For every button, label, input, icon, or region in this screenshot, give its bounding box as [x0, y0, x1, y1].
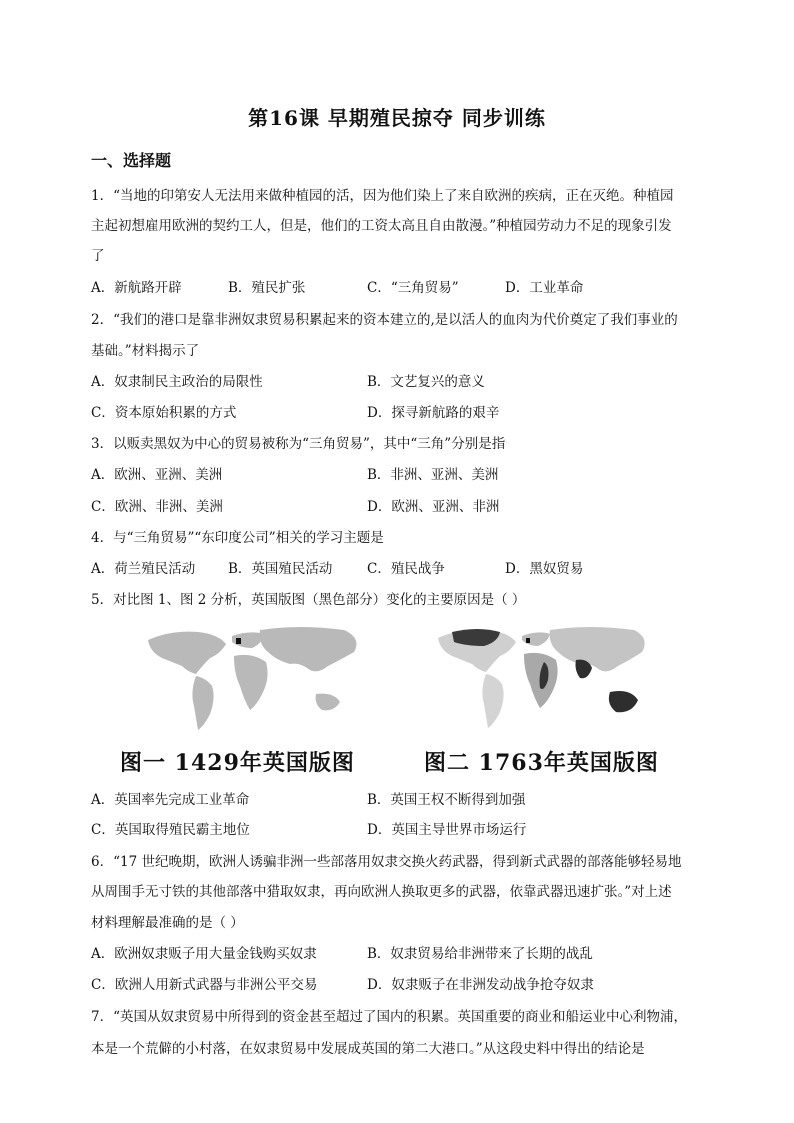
question-1-option-c: C．“三角贸易” — [367, 280, 459, 296]
question-6-line-3: 材料理解最准确的是（ ） — [91, 915, 244, 931]
page-title: 第16课 早期殖民掠夺 同步训练 — [248, 106, 546, 130]
question-2-option-d: D．探寻新航路的艰辛 — [367, 405, 500, 421]
question-4-option-b: B．英国殖民活动 — [228, 561, 333, 577]
question-2-line-2: 基础。”材料揭示了 — [91, 343, 200, 359]
question-5-option-d: D．英国主导世界市场运行 — [367, 822, 527, 838]
question-7-line-1: 7．“英国从奴隶贸易中所得到的资金甚至超过了国内的积累。英国重要的商业和船运业中心利物浦， — [91, 1009, 687, 1025]
world-maps-figure — [140, 622, 650, 737]
britain-1429 — [236, 638, 241, 644]
question-7-line-2: 本是一个荒僻的小村落，在奴隶贸易中发展成英国的第二大港口。”从这段史料中得出的结论是 — [91, 1041, 645, 1057]
question-1-option-d: D．工业革命 — [505, 280, 584, 296]
question-6-option-b: B．奴隶贸易给非洲带来了长期的战乱 — [367, 946, 593, 962]
map-1763 — [438, 627, 645, 728]
question-1-line-2: 主起初想雇用欧洲的契约工人，但是，他们的工资太高且自由散漫。”种植园劳动力不足的现象引发 — [91, 218, 672, 234]
question-3-option-d: D．欧洲、亚洲、非洲 — [367, 499, 500, 515]
question-5-option-c: C．英国取得殖民霸主地位 — [91, 822, 250, 838]
question-2-line-1: 2．“我们的港口是靠非洲奴隶贸易积累起来的资本建立的,是以活人的血肉为代价奠定了我们事业的 — [91, 312, 678, 328]
question-3-option-a: A．欧洲、亚洲、美洲 — [91, 467, 223, 483]
question-6-option-a: A．欧洲奴隶贩子用大量金钱购买奴隶 — [91, 946, 317, 962]
question-1-line-3: 了 — [91, 248, 105, 264]
question-1-option-b: B．殖民扩张 — [228, 280, 306, 296]
question-1-line-1: 1．“当地的印第安人无法用来做种植园的活，因为他们染上了来自欧洲的疾病，正在灭绝。种植园 — [91, 188, 674, 204]
question-6-line-2: 从周围手无寸铁的其他部落中猎取奴隶，再向欧洲人换取更多的武器，依靠武器迅速扩张。”对上述 — [91, 884, 672, 900]
question-3-line-1: 3．以贩卖黑奴为中心的贸易被称为“三角贸易”，其中“三角”分别是指 — [91, 436, 506, 452]
question-2-option-b: B．文艺复兴的意义 — [367, 374, 485, 390]
question-1-option-a: A．新航路开辟 — [91, 280, 182, 296]
section-heading: 一、选择题 — [91, 151, 172, 170]
question-6-line-1: 6．“17 世纪晚期，欧洲人诱骗非洲一些部落用奴隶交换火药武器，得到新式武器的部落能够轻易地 — [91, 854, 682, 870]
map-1429 — [148, 627, 356, 730]
question-2-option-c: C．资本原始积累的方式 — [91, 405, 237, 421]
question-3-option-c: C．欧洲、非洲、美洲 — [91, 499, 223, 515]
question-2-option-a: A．奴隶制民主政治的局限性 — [91, 374, 263, 390]
map-caption-1: 图一 1429年英国版图 — [120, 750, 355, 776]
question-5-option-b: B．英国王权不断得到加强 — [367, 792, 526, 808]
question-4-option-d: D．黑奴贸易 — [505, 561, 584, 577]
question-5-line-1: 5．对比图 1、图 2 分析，英国版图（黑色部分）变化的主要原因是（ ） — [91, 592, 526, 608]
question-6-option-d: D．奴隶贩子在非洲发动战争抢夺奴隶 — [367, 977, 594, 993]
question-4-option-c: C．殖民战争 — [367, 561, 445, 577]
question-4-line-1: 4．与“三角贸易”“东印度公司”相关的学习主题是 — [91, 530, 384, 546]
question-5-option-a: A．英国率先完成工业革命 — [91, 792, 250, 808]
map-caption-2: 图二 1763年英国版图 — [424, 750, 659, 776]
question-6-option-c: C．欧洲人用新式武器与非洲公平交易 — [91, 977, 318, 993]
question-4-option-a: A．荷兰殖民活动 — [91, 561, 196, 577]
question-3-option-b: B．非洲、亚洲、美洲 — [367, 467, 499, 483]
